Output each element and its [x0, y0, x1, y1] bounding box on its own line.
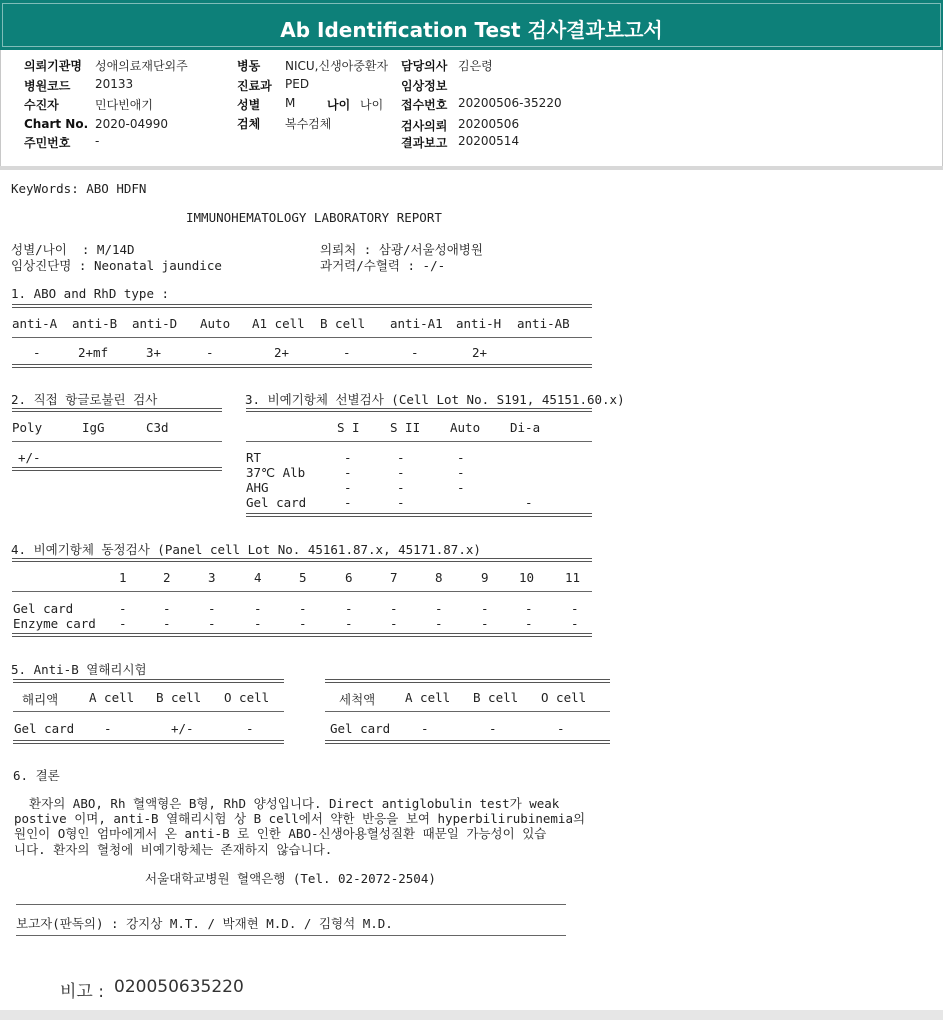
s5-left-h-a-cell: A cell	[89, 690, 135, 705]
s3-row-ahg-label: AHG	[246, 480, 269, 495]
value-chart-no: 2020-04990	[95, 117, 169, 131]
reporters-top-rule	[16, 904, 566, 905]
s3-row-alb-auto: -	[457, 465, 465, 480]
s4-h-2: 2	[163, 570, 171, 585]
s4-h-7: 7	[390, 570, 398, 585]
s3-row-ahg-s1: -	[344, 480, 352, 495]
label-request-date: 검사의뢰	[401, 119, 448, 133]
label-resident-no: 주민번호	[24, 136, 71, 150]
section1-mid-rule	[12, 337, 592, 338]
s1-v-anti-b: 2+mf	[78, 345, 109, 360]
s4-row-enzyme-10: -	[525, 616, 533, 631]
s4-h-10: 10	[519, 570, 535, 585]
section4-bottom-rule	[12, 633, 592, 637]
s5-right-row-b-cell: -	[489, 721, 497, 736]
s4-h-1: 1	[119, 570, 127, 585]
section4-title: 4. 비예기항체 동정검사 (Panel cell Lot No. 45161.87.x, 45171.87.x)	[11, 542, 481, 557]
conclusion-line-2: postive 이며, anti-B 열해리시험 상 B cell에서 약한 반응을 보여 hyperbilirubinemia의	[14, 811, 586, 826]
s4-row-enzyme-7: -	[390, 616, 398, 631]
s4-row-enzyme-4: -	[254, 616, 262, 631]
s5-left-row-b-cell: +/-	[171, 721, 194, 736]
section2-bottom-rule	[12, 467, 222, 471]
s2-h-c3d: C3d	[146, 420, 169, 435]
title-banner	[0, 0, 943, 50]
s3-h-s2: S II	[390, 420, 421, 435]
s2-h-poly: Poly	[12, 420, 43, 435]
s3-row-rt-auto: -	[457, 450, 465, 465]
value-department: PED	[285, 77, 310, 91]
s3-row-gel-label: Gel card	[246, 495, 307, 510]
s4-row-enzyme-5: -	[299, 616, 307, 631]
s4-h-8: 8	[435, 570, 443, 585]
s1-h-auto: Auto	[200, 316, 231, 331]
s4-h-5: 5	[299, 570, 307, 585]
s4-row-gel-5: -	[299, 601, 307, 616]
value-age: 나이	[360, 98, 384, 112]
value-receipt-no: 20200506-35220	[458, 96, 562, 110]
s3-row-rt-label: RT	[246, 450, 262, 465]
s3-row-alb-label: 37℃ Alb	[246, 465, 306, 480]
s4-row-gel-7: -	[390, 601, 398, 616]
value-hospital-name: 성애의료재단외주	[95, 59, 188, 73]
reporters-bottom-rule	[16, 935, 566, 936]
s4-row-gel-9: -	[481, 601, 489, 616]
s1-v-a1-cell: 2+	[274, 345, 290, 360]
s5-left-row-label: Gel card	[14, 721, 75, 736]
s4-row-gel-10: -	[525, 601, 533, 616]
report-title: Ab Identification Test 검사결과보고서	[280, 18, 663, 42]
section5-title: 5. Anti-B 열해리시험	[11, 662, 147, 677]
s3-row-gel-s2: -	[397, 495, 405, 510]
s1-h-anti-a: anti-A	[12, 316, 58, 331]
s5-right-row-o-cell: -	[557, 721, 565, 736]
section1-bottom-rule	[12, 364, 592, 368]
s1-h-b-cell: B cell	[320, 316, 366, 331]
section4-top-rule	[12, 558, 592, 562]
section2-mid-rule	[12, 441, 222, 442]
s4-row-enzyme-3: -	[208, 616, 216, 631]
requester-line: 의뢰처 : 삼광/서울성애병원	[320, 242, 483, 257]
s4-h-9: 9	[481, 570, 489, 585]
diagnosis-line: 임상진단명 : Neonatal jaundice	[11, 258, 222, 273]
s4-row-gel-8: -	[435, 601, 443, 616]
history-line: 과거력/수혈력 : -/-	[320, 258, 446, 273]
s4-row-gel-6: -	[345, 601, 353, 616]
s5-left-h-b-cell: B cell	[156, 690, 202, 705]
s3-row-alb-s2: -	[397, 465, 405, 480]
s5-right-h-wash: 세척액	[339, 692, 376, 707]
section5-left-top-rule	[13, 679, 284, 683]
s1-h-a1-cell: A1 cell	[252, 316, 305, 331]
label-hospital-name: 의뢰기관명	[24, 59, 82, 73]
s4-row-gel-3: -	[208, 601, 216, 616]
s5-right-h-b-cell: B cell	[473, 690, 519, 705]
s1-v-anti-a: -	[33, 345, 41, 360]
label-report-date: 결과보고	[401, 136, 448, 150]
label-ward: 병동	[237, 59, 261, 73]
section3-mid-rule	[246, 441, 592, 442]
s1-v-anti-a1: -	[411, 345, 419, 360]
s1-h-anti-ab: anti-AB	[517, 316, 570, 331]
label-chart-no: Chart No.	[24, 117, 89, 131]
section5-left-bottom-rule	[13, 740, 284, 744]
value-ward: NICU,신생아중환자	[285, 59, 389, 73]
label-clinical-info: 임상정보	[401, 79, 448, 93]
s4-h-4: 4	[254, 570, 262, 585]
s4-row-enzyme-11: -	[571, 616, 579, 631]
s3-h-dia: Di-a	[510, 420, 541, 435]
keywords: KeyWords: ABO HDFN	[11, 181, 147, 196]
section3-top-rule	[246, 408, 592, 412]
s4-h-3: 3	[208, 570, 216, 585]
s2-h-igg: IgG	[82, 420, 105, 435]
section3-bottom-rule	[246, 513, 592, 517]
s5-left-row-a-cell: -	[104, 721, 112, 736]
s3-row-ahg-auto: -	[457, 480, 465, 495]
value-patient: 민다빈애기	[95, 98, 153, 112]
lab-report-title: IMMUNOHEMATOLOGY LABORATORY REPORT	[186, 210, 442, 225]
s1-h-anti-h: anti-H	[456, 316, 502, 331]
s3-h-s1: S I	[337, 420, 360, 435]
header-divider	[0, 166, 943, 170]
s5-right-h-a-cell: A cell	[405, 690, 451, 705]
label-hospital-code: 병원코드	[24, 79, 71, 93]
conclusion-line-1: 환자의 ABO, Rh 혈액형은 B형, RhD 양성입니다. Direct antiglobulin test가 weak	[14, 796, 560, 811]
s4-row-gel-2: -	[163, 601, 171, 616]
s4-h-11: 11	[565, 570, 581, 585]
s5-right-row-label: Gel card	[330, 721, 391, 736]
value-specimen: 복수검체	[285, 117, 332, 131]
section5-right-mid-rule	[325, 711, 610, 712]
value-doctor: 김은령	[458, 59, 493, 73]
reporters-line: 보고자(판독의) : 강지상 M.T. / 박재현 M.D. / 김형석 M.D.	[16, 916, 393, 931]
section1-title: 1. ABO and RhD type :	[11, 286, 170, 301]
s4-row-enzyme-9: -	[481, 616, 489, 631]
s1-v-anti-d: 3+	[146, 345, 162, 360]
conclusion-line-3: 원인이 O형인 엄마에게서 온 anti-B 로 인한 ABO-신생아용혈성질환 때문일 가능성이 있습	[14, 826, 547, 841]
s3-h-auto: Auto	[450, 420, 481, 435]
value-report-date: 20200514	[458, 134, 520, 148]
value-sex: M	[285, 96, 296, 110]
section5-right-bottom-rule	[325, 740, 610, 744]
label-doctor: 담당의사	[401, 59, 448, 73]
s5-right-h-o-cell: O cell	[541, 690, 587, 705]
remark-value: 020050635220	[114, 977, 244, 997]
section2-title: 2. 직접 항글로불린 검사	[11, 392, 158, 407]
label-patient: 수진자	[24, 98, 59, 112]
section2-top-rule	[12, 408, 222, 412]
institution-line: 서울대학교병원 혈액은행 (Tel. 02-2072-2504)	[145, 871, 436, 886]
value-hospital-code: 20133	[95, 77, 134, 91]
conclusion-line-4: 니다. 환자의 혈청에 비예기항체는 존재하지 않습니다.	[14, 842, 333, 857]
section5-left-mid-rule	[13, 711, 284, 712]
s3-row-gel-dia: -	[525, 495, 533, 510]
section3-title: 3. 비예기항체 선별검사 (Cell Lot No. S191, 45151.60.x)	[245, 392, 625, 407]
label-specimen: 검체	[237, 117, 261, 131]
s4-row-gel-1: -	[119, 601, 127, 616]
s4-row-enzyme-6: -	[345, 616, 353, 631]
s5-left-h-o-cell: O cell	[224, 690, 270, 705]
s4-row-enzyme-1: -	[119, 616, 127, 631]
s2-v-poly: +/-	[18, 450, 41, 465]
s4-row-enzyme-2: -	[163, 616, 171, 631]
remark-label: 비고 :	[60, 982, 104, 1002]
label-sex: 성별	[237, 98, 261, 112]
section5-right-top-rule	[325, 679, 610, 683]
section1-top-rule	[12, 304, 592, 308]
s3-row-rt-s1: -	[344, 450, 352, 465]
label-age: 나이	[327, 98, 351, 112]
s4-row-gel-11: -	[571, 601, 579, 616]
value-resident-no: -	[95, 134, 100, 148]
s1-h-anti-b: anti-B	[72, 316, 118, 331]
s4-h-6: 6	[345, 570, 353, 585]
bottom-bar	[0, 1010, 943, 1020]
s3-row-alb-s1: -	[344, 465, 352, 480]
s4-row-enzyme-8: -	[435, 616, 443, 631]
s1-v-auto: -	[206, 345, 214, 360]
s1-v-b-cell: -	[343, 345, 351, 360]
s3-row-rt-s2: -	[397, 450, 405, 465]
value-request-date: 20200506	[458, 117, 520, 131]
s4-row-gel-4: -	[254, 601, 262, 616]
section6-title: 6. 결론	[13, 768, 60, 783]
s1-h-anti-a1: anti-A1	[390, 316, 443, 331]
section4-mid-rule	[12, 591, 592, 592]
s1-v-anti-h: 2+	[472, 345, 488, 360]
s3-row-ahg-s2: -	[397, 480, 405, 495]
s5-left-row-o-cell: -	[246, 721, 254, 736]
label-receipt-no: 접수번호	[401, 98, 448, 112]
s1-h-anti-d: anti-D	[132, 316, 178, 331]
s4-row-enzyme-label: Enzyme card	[13, 616, 96, 631]
label-department: 진료과	[237, 79, 272, 93]
s3-row-gel-s1: -	[344, 495, 352, 510]
sex-age-line: 성별/나이 : M/14D	[11, 242, 135, 257]
s4-row-gel-label: Gel card	[13, 601, 74, 616]
s5-left-h-eluate: 해리액	[22, 692, 59, 707]
s5-right-row-a-cell: -	[421, 721, 429, 736]
